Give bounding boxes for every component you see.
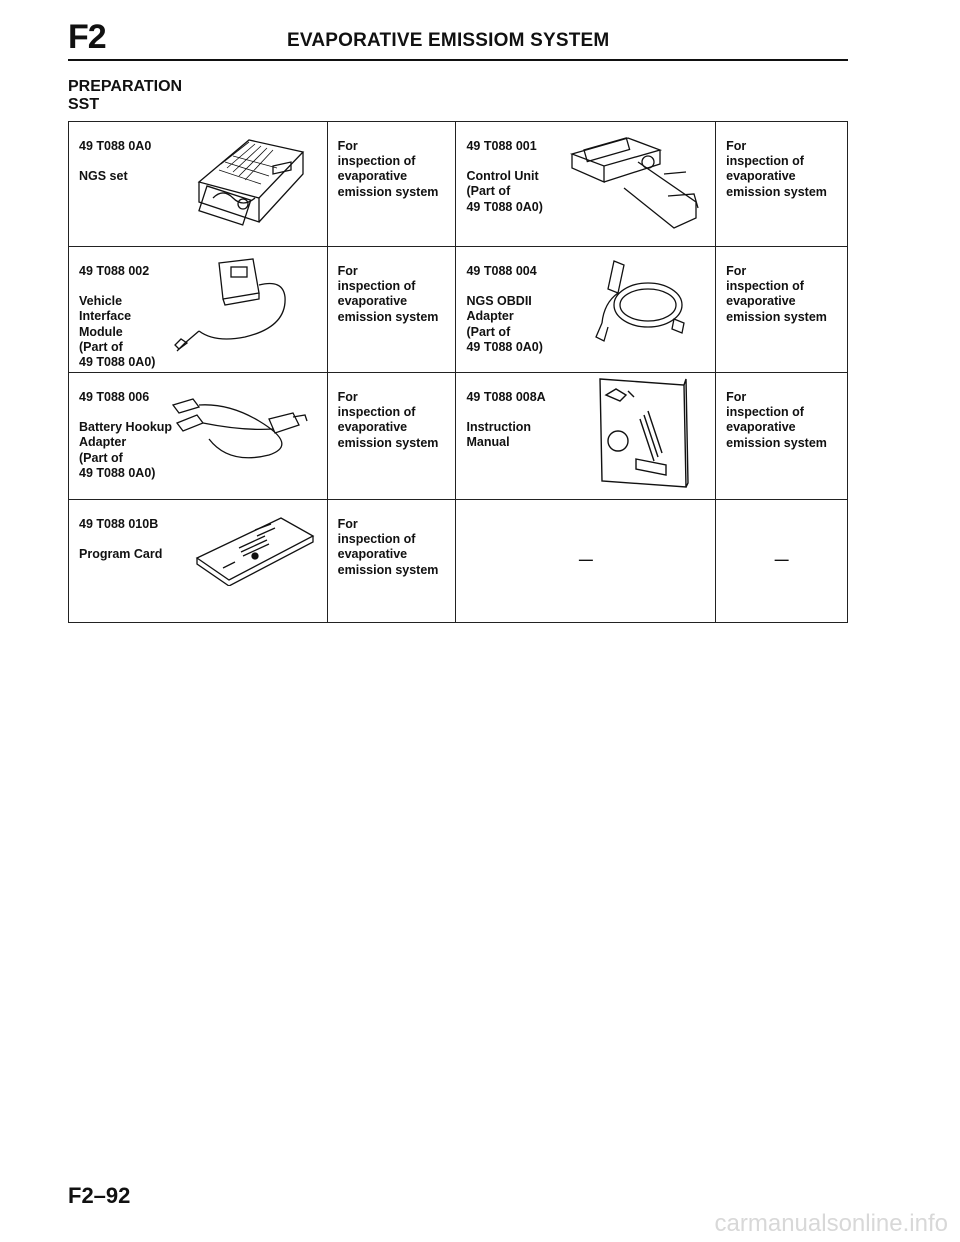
tool-name-line: 49 T088 0A0) bbox=[79, 465, 156, 480]
tool-number: 49 T088 010B bbox=[79, 517, 159, 531]
tool-name-line: (Part of bbox=[79, 339, 123, 354]
purpose-line: For bbox=[337, 264, 358, 278]
tool-name-line: Interface bbox=[79, 309, 132, 324]
spacer bbox=[466, 154, 542, 169]
purpose-line: inspection of bbox=[726, 279, 804, 294]
table-row bbox=[69, 247, 848, 373]
purpose-text bbox=[726, 139, 827, 200]
section-id: F2 bbox=[68, 18, 106, 56]
tool-text bbox=[79, 390, 172, 481]
program-card-icon bbox=[195, 514, 315, 590]
tool-cell bbox=[456, 122, 716, 247]
spacer bbox=[466, 279, 542, 294]
purpose-line: For bbox=[337, 139, 358, 153]
purpose-cell-empty bbox=[716, 500, 848, 623]
purpose-line: evaporative bbox=[337, 420, 408, 435]
tool-name-line: NGS set bbox=[79, 169, 128, 184]
purpose-line: inspection of bbox=[337, 279, 416, 294]
tool-text bbox=[466, 139, 542, 215]
purpose-text bbox=[338, 517, 439, 578]
tool-number: 49 T088 0A0 bbox=[79, 139, 152, 153]
purpose-line: emission system bbox=[337, 562, 439, 577]
preparation-heading bbox=[68, 78, 182, 114]
page-title: EVAPORATIVE EMISSIOM SYSTEM bbox=[287, 30, 610, 51]
tool-name-line: Manual bbox=[466, 435, 510, 450]
purpose-text bbox=[338, 264, 439, 325]
tool-text bbox=[79, 517, 162, 562]
battery-clips-icon bbox=[165, 383, 325, 477]
tool-name-line: NGS OBDII bbox=[466, 294, 532, 309]
purpose-line: emission system bbox=[337, 184, 439, 199]
tool-cell bbox=[69, 373, 328, 500]
manual-book-icon bbox=[596, 375, 696, 497]
tool-name-line: Vehicle bbox=[79, 294, 123, 309]
purpose-line: emission system bbox=[337, 435, 439, 450]
purpose-cell bbox=[327, 122, 456, 247]
table-row bbox=[69, 373, 848, 500]
sst-table bbox=[68, 121, 848, 623]
tool-name-line: Control Unit bbox=[466, 169, 539, 184]
empty-dash: — bbox=[578, 551, 593, 567]
tool-name-line: Instruction bbox=[466, 420, 532, 435]
spacer bbox=[79, 154, 151, 169]
control-unit-icon bbox=[568, 130, 708, 234]
purpose-line: inspection of bbox=[726, 405, 804, 420]
purpose-line: evaporative bbox=[726, 294, 796, 309]
tool-cell bbox=[69, 122, 328, 247]
tool-name-line: (Part of bbox=[466, 324, 511, 339]
spacer bbox=[466, 405, 545, 420]
purpose-text bbox=[338, 390, 439, 451]
tool-number: 49 T088 004 bbox=[466, 264, 537, 278]
ngs-set-case-icon bbox=[191, 126, 309, 240]
tool-text bbox=[79, 264, 155, 370]
purpose-line: For bbox=[337, 390, 358, 404]
interface-module-icon bbox=[167, 253, 317, 367]
purpose-text bbox=[726, 390, 827, 451]
purpose-cell bbox=[327, 247, 456, 373]
tool-name-line: (Part of bbox=[79, 450, 123, 465]
purpose-line: inspection of bbox=[726, 154, 804, 169]
purpose-line: evaporative bbox=[337, 547, 408, 562]
purpose-line: For bbox=[337, 517, 358, 531]
purpose-line: evaporative bbox=[337, 294, 408, 309]
purpose-line: emission system bbox=[726, 309, 827, 324]
tool-text bbox=[466, 264, 542, 355]
header-rule bbox=[68, 59, 848, 61]
purpose-cell bbox=[327, 500, 456, 623]
tool-name-line: Module bbox=[79, 324, 123, 339]
tool-name-line: 49 T088 0A0) bbox=[466, 339, 543, 354]
table-row bbox=[69, 122, 848, 247]
tool-cell bbox=[69, 500, 328, 623]
tool-text bbox=[466, 390, 545, 451]
spacer bbox=[79, 532, 162, 547]
tool-number: 49 T088 002 bbox=[79, 264, 150, 278]
purpose-line: emission system bbox=[337, 309, 439, 324]
purpose-line: evaporative bbox=[726, 420, 796, 435]
purpose-line: inspection of bbox=[337, 405, 416, 420]
tool-name-line: 49 T088 0A0) bbox=[466, 199, 543, 214]
heading-preparation: PREPARATION bbox=[68, 78, 183, 95]
tool-name-line: Adapter bbox=[466, 309, 514, 324]
purpose-line: inspection of bbox=[337, 532, 416, 547]
tool-number: 49 T088 001 bbox=[466, 139, 537, 153]
purpose-line: For bbox=[726, 139, 747, 153]
obd-adapter-cable-icon bbox=[578, 253, 698, 367]
tool-text bbox=[79, 139, 151, 184]
tool-number: 49 T088 006 bbox=[79, 390, 150, 404]
purpose-text bbox=[726, 264, 827, 325]
heading-sst: SST bbox=[68, 96, 100, 113]
spacer bbox=[79, 279, 155, 294]
table-row bbox=[69, 500, 848, 623]
page-number: F2–92 bbox=[68, 1183, 131, 1208]
purpose-line: emission system bbox=[726, 184, 827, 199]
purpose-cell bbox=[327, 373, 456, 500]
tool-name-line: 49 T088 0A0) bbox=[79, 355, 156, 370]
tool-cell bbox=[69, 247, 328, 373]
purpose-cell bbox=[716, 373, 848, 500]
purpose-line: For bbox=[726, 264, 747, 278]
tool-name-line: Program Card bbox=[79, 547, 163, 562]
tool-name-line: Adapter bbox=[79, 435, 127, 450]
tool-name-line: Battery Hookup bbox=[79, 420, 173, 435]
watermark: carmanualsonline.info bbox=[714, 1210, 948, 1237]
spacer bbox=[79, 405, 172, 420]
purpose-line: evaporative bbox=[337, 169, 408, 184]
empty-dash: — bbox=[774, 551, 789, 567]
purpose-line: emission system bbox=[726, 435, 827, 450]
purpose-line: inspection of bbox=[337, 154, 416, 169]
purpose-text bbox=[338, 139, 439, 200]
purpose-cell bbox=[716, 122, 848, 247]
tool-cell bbox=[456, 247, 716, 373]
tool-name-line: (Part of bbox=[466, 184, 511, 199]
purpose-line: evaporative bbox=[726, 169, 796, 184]
tool-cell-empty bbox=[456, 500, 716, 623]
purpose-cell bbox=[716, 247, 848, 373]
purpose-line: For bbox=[726, 390, 747, 404]
tool-number: 49 T088 008A bbox=[466, 390, 546, 404]
tool-cell bbox=[456, 373, 716, 500]
